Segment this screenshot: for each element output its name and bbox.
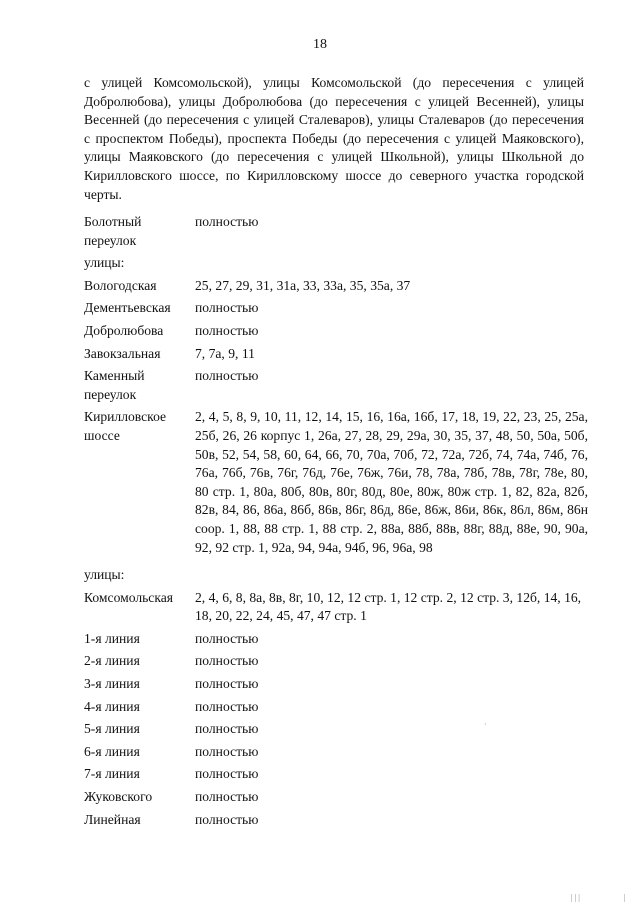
table-row — [80, 743, 588, 766]
house-numbers: полностью — [195, 214, 259, 229]
house-numbers: полностью — [195, 721, 259, 737]
house-numbers: полностью — [195, 653, 259, 669]
street-name: 7-я линия — [84, 766, 140, 782]
house-numbers: полностью — [195, 698, 259, 714]
house-numbers: 2, 4, 5, 8, 9, 10, 11, 12, 14, 15, 16, 16а, 16б, 17, 18, 19, 22, 23, 25, 25а, 25б, 26, 26 корпус 1, 26а, 27, 28, 29, 29а, 30, 35, 37, 48, 50, 50а, 50б, 50в, 52, 54, 58, 60, 64, 66, 70, 70а, 70б, 72, 72а, 72б, 74, 74а, 74б, 76, 76а, 76б, 76в, 76г, 76д, 76е, 76ж, 76и, 78, 78а, 78б, 78в, 78г, 78е, 80, 80 стр. 1, 80а, 80б, 80в, 80г, 80д, 80е, 80ж, 80ж стр. 1, 82, 82а, 82б, 82в, 84, 86, 86а, 86б, 86в, 86г, 86д, 86е, 86ж, 86и, 86к, 86л, 86м, 86н соор. 1, 88, 88 стр. 1, 88 стр. 2, 88а, 88б, 88в, 88г, 88д, 88е, 90, 90а, 92, 92 стр. 1, 92а, 94, 94а, 94б, 96, 96а, 98 — [195, 409, 588, 555]
street-name: 5-я линия — [84, 721, 140, 737]
street-name: 2-я линия — [84, 653, 140, 669]
house-numbers: полностью — [195, 811, 259, 827]
table-row — [80, 277, 588, 300]
table-row — [80, 408, 588, 561]
table-row — [80, 322, 588, 345]
house-numbers: полностью — [195, 675, 259, 691]
house-numbers: полностью — [195, 368, 259, 384]
table-row — [80, 788, 588, 811]
street-name: 3-я линия — [84, 675, 140, 691]
house-numbers: полностью — [195, 743, 259, 759]
table-row — [80, 299, 588, 322]
scan-speck: · — [484, 720, 487, 729]
table-row — [80, 367, 588, 408]
street-name: Кирилловское шоссе — [84, 409, 167, 443]
street-name: Каменный переулок — [84, 368, 145, 402]
table-row — [80, 589, 588, 630]
street-name: 6-я линия — [84, 743, 140, 759]
table-row — [80, 720, 588, 743]
street-name: Добролюбова — [84, 322, 164, 338]
table-row — [80, 698, 588, 721]
street-name: Комсомольская — [84, 589, 174, 605]
table-row — [80, 213, 588, 254]
street-name: 4-я линия — [84, 698, 140, 714]
street-name: Болотный переулок — [84, 214, 142, 248]
street-table-2 — [80, 566, 588, 833]
house-numbers: полностью — [195, 766, 259, 782]
group-label: улицы: — [84, 255, 125, 271]
table-row — [80, 765, 588, 788]
house-numbers: 7, 7а, 9, 11 — [195, 345, 255, 361]
table-row — [80, 811, 588, 834]
table-row — [80, 630, 588, 653]
house-numbers: полностью — [195, 300, 259, 316]
street-name: Жуковского — [84, 788, 153, 804]
house-numbers: 2, 4, 6, 8, 8а, 8в, 8г, 10, 12, 12 стр. 1, 12 стр. 2, 12 стр. 3, 12б, 14, 16, 18, 20, 22, 24, 45, 47, 47 стр. 1 — [195, 589, 582, 624]
street-table-1 — [80, 213, 588, 561]
street-name: 1-я линия — [84, 630, 140, 646]
group-label-row — [80, 254, 588, 277]
table-row — [80, 675, 588, 698]
street-name: Дементьевская — [84, 300, 171, 316]
intro-paragraph: с улицей Комсомольской), улицы Комсомольской (до пересечения с улицей Добролюбова), улицы Добролюбова (до пересечения с улицей Весенней), улицы Весенней (до пересечения с улицей Сталеваров), улицы Сталеваров (до пересечения с проспектом Победы), проспекта Победы (до пересечения с улицей Маяковского), улицы Маяковского (до пересечения с улицей Школьной), улицы Школьной до Кирилловского шоссе, по Кирилловскому шоссе до северного участка городской черты. — [84, 75, 584, 202]
street-name: Линейная — [84, 811, 141, 827]
group-label: улицы: — [84, 567, 125, 582]
house-numbers: 25, 27, 29, 31, 31а, 33, 33а, 35, 35а, 37 — [195, 277, 411, 293]
page-number: 18 — [313, 37, 327, 52]
street-name: Вологодская — [84, 277, 157, 293]
house-numbers: полностью — [195, 788, 259, 804]
house-numbers: полностью — [195, 322, 259, 338]
group-label-row — [80, 566, 588, 589]
scan-mark: | | | — [571, 893, 580, 902]
table-row — [80, 345, 588, 368]
street-name: Завокзальная — [84, 345, 161, 361]
house-numbers: полностью — [195, 630, 259, 646]
scan-mark: | — [624, 893, 626, 902]
table-row — [80, 652, 588, 675]
